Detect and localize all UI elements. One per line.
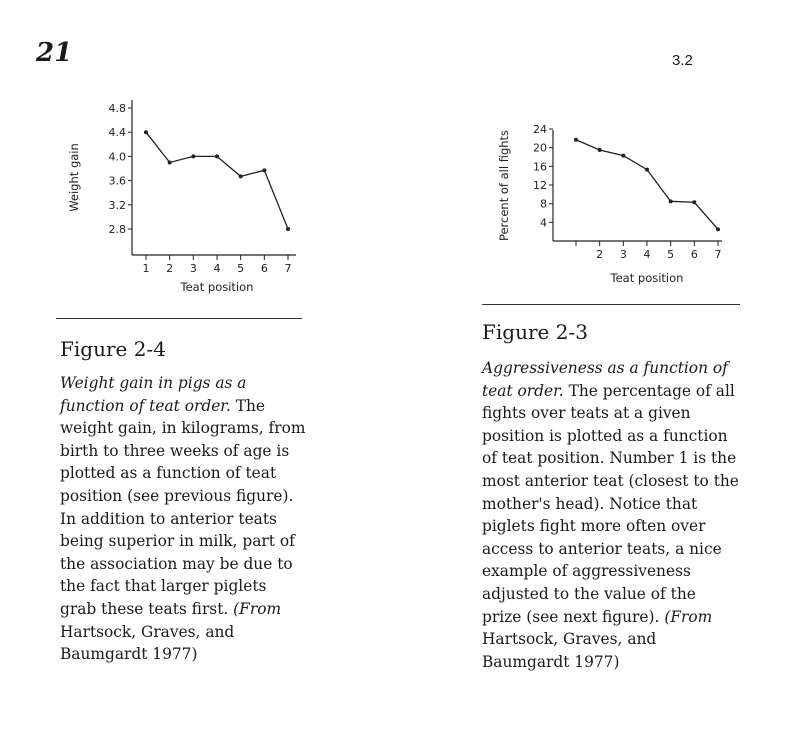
- caption-italic: Aggressiveness as a function of teat order.: [482, 359, 728, 400]
- x-tick-label: 6: [260, 262, 268, 275]
- x-tick-label: 5: [237, 262, 245, 275]
- x-tick-label: 7: [714, 248, 722, 261]
- caption-source: Hartsock, Graves, and Baumgardt 1977): [60, 622, 235, 664]
- data-point: [669, 199, 673, 203]
- caption-source: Hartsock, Graves, and Baumgardt 1977): [482, 630, 657, 671]
- caption-source-italic: (From: [659, 607, 713, 626]
- y-tick-label: 12: [533, 179, 547, 192]
- x-axis-label: Teat position: [610, 271, 684, 285]
- data-point: [144, 130, 148, 134]
- figure-2-3-title: Figure 2-3: [482, 320, 588, 344]
- data-point: [262, 168, 266, 172]
- x-tick-label: 2: [166, 262, 174, 275]
- caption-text: The weight gain, in kilograms, from birth to three weeks of age is plotted as a function of teat position (see previous figure). In addition to anterior teats being superior in milk, part of the association may be due to the fact that larger piglets grab these teats first.: [60, 396, 306, 618]
- data-point: [621, 154, 625, 158]
- y-tick-label: 24: [533, 123, 547, 136]
- data-point: [215, 154, 219, 158]
- x-tick-label: 2: [596, 248, 604, 261]
- caption-source-italic: (From: [228, 599, 282, 618]
- right-divider: [482, 304, 740, 305]
- x-tick-label: 6: [690, 248, 698, 261]
- x-tick-label: 4: [643, 248, 651, 261]
- weight-gain-chart: [60, 90, 320, 305]
- y-tick-label: 4: [540, 216, 547, 230]
- y-tick-label: 4.8: [108, 102, 126, 115]
- x-tick-label: 1: [142, 262, 150, 275]
- figure-2-4-title: Figure 2-4: [60, 337, 166, 361]
- x-axis-label: Teat position: [180, 280, 254, 294]
- caption-italic: Weight gain in pigs as a function of teat order.: [60, 374, 247, 415]
- series-line: [146, 132, 288, 229]
- data-point: [574, 138, 578, 142]
- y-tick-label: 16: [533, 160, 547, 174]
- fights-chart: [490, 118, 745, 293]
- y-tick-label: 8: [540, 197, 547, 211]
- x-tick-label: 7: [284, 262, 292, 275]
- x-tick-label: 4: [213, 262, 221, 275]
- page-reference: 3.2: [672, 52, 693, 69]
- y-tick-label: 3.6: [108, 174, 126, 188]
- y-tick-label: 2.8: [108, 223, 126, 236]
- y-tick-label: 4.4: [108, 126, 126, 140]
- y-tick-label: 4.0: [108, 150, 126, 164]
- page-number: 21: [36, 38, 73, 68]
- data-point: [191, 154, 195, 158]
- figure-2-4-caption: [60, 372, 306, 666]
- data-point: [286, 227, 290, 231]
- x-tick-label: 5: [667, 248, 675, 261]
- data-point: [716, 227, 720, 231]
- y-axis-label: Percent of all fights: [497, 129, 511, 242]
- y-tick-label: 3.2: [108, 198, 126, 212]
- x-tick-label: 3: [619, 248, 627, 261]
- left-divider: [56, 318, 302, 319]
- series-line: [576, 140, 718, 230]
- figure-2-3-caption: [482, 357, 740, 673]
- y-axis-label: Weight gain: [67, 143, 81, 212]
- y-tick-label: 20: [533, 141, 547, 155]
- caption-text: The percentage of all fights over teats at a given position is plotted as a function of teat position. Number 1 is the most anterior teat (closest to the mother's head). Notice that piglets fight more often over access to anterior teats, a nice example of aggressiveness adjusted to the value of the prize (see next figure).: [482, 381, 739, 626]
- data-point: [239, 174, 243, 178]
- data-point: [168, 160, 172, 164]
- data-point: [645, 168, 649, 172]
- x-tick-label: 3: [189, 262, 197, 275]
- data-point: [598, 148, 602, 152]
- data-point: [692, 200, 696, 204]
